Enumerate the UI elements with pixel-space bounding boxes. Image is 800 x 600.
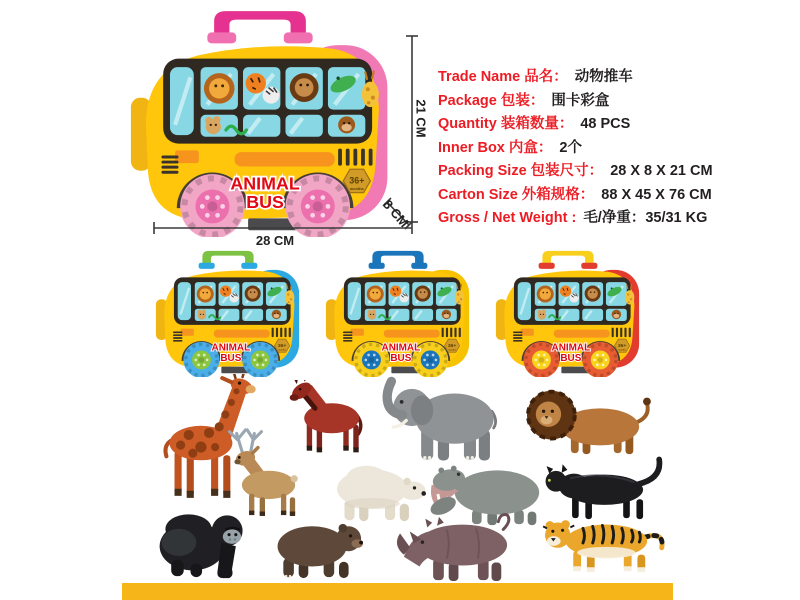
age-badge [444,339,459,352]
lion2-window-icon [585,285,601,301]
lion2-window-icon [415,285,431,301]
spec-label: Quantity 装箱数量： [438,116,574,132]
age-badge-months: months [349,186,364,191]
spec-row [438,141,713,156]
toy-bus-illustration [492,248,644,377]
bus-variant-image [322,248,474,377]
bus-variant-image [152,248,304,377]
zebra-window-icon [229,293,238,302]
lion-window-icon [537,285,554,302]
height-dimension-label: 21 CM [413,99,429,138]
spec-value: 2个 [559,139,582,156]
luggage-stripe [214,330,270,338]
monkey-window-icon [272,310,281,319]
handle-mount [369,263,385,269]
handle-mount [199,263,215,269]
spec-list [438,70,713,226]
spec-label: Trade Name 品名： [438,69,568,85]
age-badge-number: 36+ [349,175,365,186]
bus-name-line1: ANIMAL [211,342,251,354]
spec-label: Inner Box 内盒： [438,139,553,156]
mouse-window-icon [197,309,206,319]
mouse-window-icon [367,309,376,319]
spec-value: 动物推车 [574,69,633,85]
spec-value: 28 X 8 X 21 CM [610,163,713,179]
zebra-window-icon [569,293,578,302]
spec-value: 围卡彩盒 [551,92,610,109]
spec-label: Gross / Net Weight : [438,210,577,226]
front-light [351,329,364,336]
tiger-window-icon [560,285,571,296]
brown-bear-icon [262,508,368,580]
bus-name-line1: ANIMAL [381,342,421,354]
tiger-window-icon [390,285,401,296]
front-light [181,329,194,336]
gorilla-icon [146,498,262,580]
width-dimension-label: 28 CM [255,233,295,248]
luggage-stripe [554,330,610,338]
lion-icon [520,382,652,460]
bus-name-line2: BUS [560,352,582,364]
age-badge-months: months [618,349,626,352]
monkey-window-icon [442,310,451,319]
lion-window-icon [367,285,384,302]
luggage-stripe [384,330,440,338]
bus-name-line1: ANIMAL [551,342,591,354]
front-light [521,329,534,336]
toy-bus-illustration [322,248,474,377]
bus-name-line2: BUS [220,352,242,364]
handle-mount [241,263,257,269]
lion-window-icon [197,285,214,302]
spec-row [438,70,713,85]
footer-accent-bar [122,583,673,600]
spec-label: Carton Size 外箱规格： [438,186,595,203]
spec-row [438,117,713,132]
age-badge [274,339,289,352]
bus-name-line1: ANIMAL [230,173,300,194]
bus-name-line2: BUS [390,352,412,364]
spec-value: 毛/净重：35/31 KG [583,210,708,226]
mouse-window-icon [537,309,546,319]
spec-label: Packing Size 包装尺寸： [438,163,604,179]
monkey-window-icon [612,310,621,319]
bus-variant-image [492,248,644,377]
rhinoceros-icon [390,510,522,583]
zebra-window-icon [399,293,408,302]
spec-value: 88 X 45 X 76 CM [601,186,712,203]
bus-name-line2: BUS [246,192,284,213]
tiger-icon [534,506,666,576]
age-badge-months: months [448,349,456,352]
spec-row [438,211,713,226]
age-badge-number: 36+ [277,344,287,350]
handle-mount [539,263,555,269]
age-badge-number: 36+ [617,344,627,350]
spec-value: 48 PCS [580,116,631,132]
handle-mount [581,263,597,269]
age-badge [614,339,629,352]
spec-label: Package 包装： [438,92,545,109]
lion2-window-icon [245,285,261,301]
depth-dimension-label: 8 CM [380,196,412,231]
spec-row [438,164,713,179]
toy-bus-illustration [152,248,304,377]
age-badge-number: 36+ [447,344,457,350]
spec-row [438,94,713,109]
age-badge-months: months [278,349,286,352]
handle-mount [411,263,427,269]
spec-row [438,188,713,203]
tiger-window-icon [220,285,231,296]
